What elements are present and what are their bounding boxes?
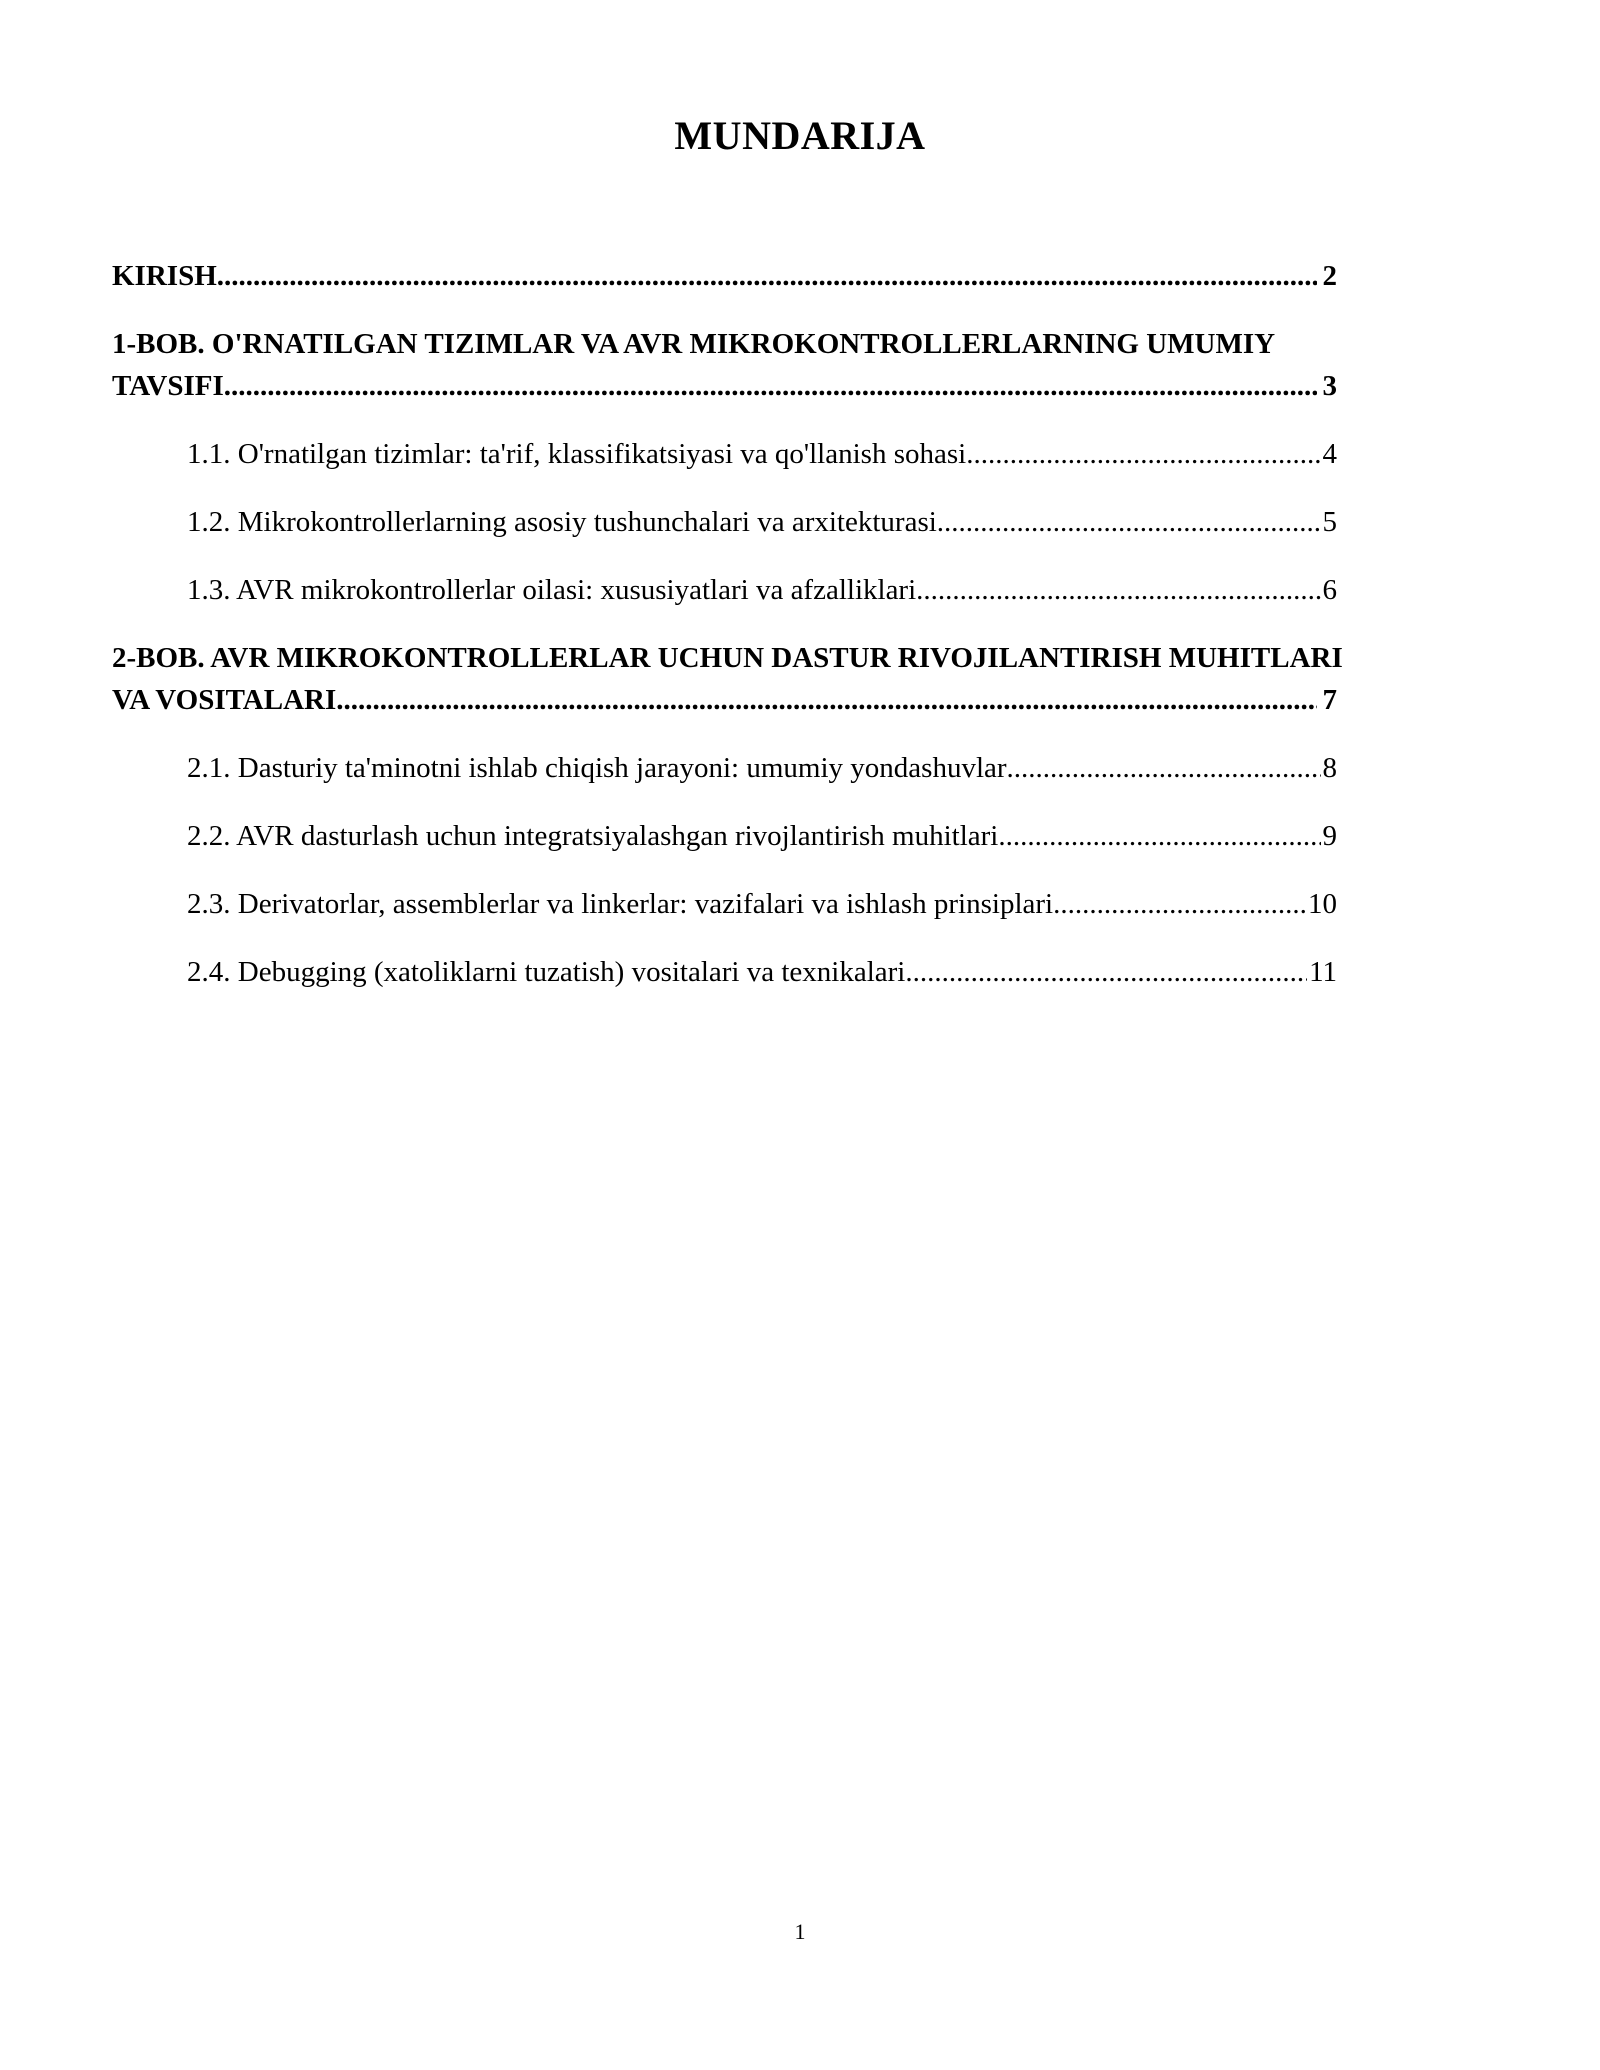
toc-entry-section-1-2[interactable] xyxy=(112,501,1492,543)
toc-page-number: 5 xyxy=(1322,506,1337,538)
toc-entry-label-line-2: VA VOSITALARI xyxy=(112,684,337,716)
toc-page-number: 4 xyxy=(1322,438,1337,470)
dot-leader xyxy=(966,433,1320,475)
toc-entry-label: 2.2. AVR dasturlash uchun integratsiyalashgan rivojlantirish muhitlari xyxy=(187,820,999,852)
dot-leader xyxy=(224,365,1317,407)
toc-entry-chapter-1[interactable] xyxy=(112,323,1492,407)
toc-entry-label: 1.3. AVR mikrokontrollerlar oilasi: xususiyatlari va afzalliklari xyxy=(187,574,917,606)
dot-leader xyxy=(905,951,1307,993)
page-title: MUNDARIJA xyxy=(674,113,926,158)
toc-entry-label-line-2: TAVSIFI xyxy=(112,370,224,402)
dot-leader xyxy=(1007,747,1321,789)
toc-page-number: 11 xyxy=(1309,956,1337,988)
dot-leader xyxy=(217,255,1317,297)
toc-entry-label-line-1: 1-BOB. O'RNATILGAN TIZIMLAR VA AVR MIKROKONTROLLERLARNING UMUMIY xyxy=(112,328,1276,360)
toc-page-number: 9 xyxy=(1322,820,1337,852)
toc-entry-section-2-3[interactable] xyxy=(112,883,1492,925)
toc-entry-line xyxy=(112,255,1337,297)
toc-entry-label: KIRISH xyxy=(112,260,217,292)
table-of-contents xyxy=(112,255,1492,1019)
toc-entry-line xyxy=(112,365,1337,407)
toc-entry-label: 2.1. Dasturiy ta'minotni ishlab chiqish jarayoni: umumiy yondashuvlar xyxy=(187,752,1007,784)
toc-entry-line xyxy=(187,433,1337,475)
toc-entry-line xyxy=(187,501,1337,543)
toc-entry-label: 1.2. Mikrokontrollerlarning asosiy tushunchalari va arxitekturasi xyxy=(187,506,937,538)
toc-entry-label-line-1: 2-BOB. AVR MIKROKONTROLLERLAR UCHUN DASTUR RIVOJILANTIRISH MUHITLARI xyxy=(112,642,1343,674)
toc-entry-line xyxy=(187,883,1337,925)
toc-entry-line xyxy=(187,747,1337,789)
dot-leader xyxy=(916,569,1320,611)
toc-entry-line xyxy=(187,569,1337,611)
toc-entry-section-2-4[interactable] xyxy=(112,951,1492,993)
toc-entry-section-2-2[interactable] xyxy=(112,815,1492,857)
toc-entry-chapter-2[interactable] xyxy=(112,637,1492,721)
toc-page-number: 8 xyxy=(1322,752,1337,784)
toc-entry-line xyxy=(187,815,1337,857)
toc-page-number: 7 xyxy=(1322,684,1337,716)
toc-entry-label: 2.4. Debugging (xatoliklarni tuzatish) vositalari va texnikalari xyxy=(187,956,906,988)
dot-leader xyxy=(937,501,1321,543)
toc-entry-label: 1.1. O'rnatilgan tizimlar: ta'rif, klassifikatsiyasi va qo'llanish sohasi xyxy=(187,438,967,470)
toc-entry-section-1-1[interactable] xyxy=(112,433,1492,475)
toc-page-number: 10 xyxy=(1308,888,1337,920)
footer-page-number: 1 xyxy=(794,1919,806,1944)
toc-entry-section-2-1[interactable] xyxy=(112,747,1492,789)
toc-entry-intro[interactable] xyxy=(112,255,1492,297)
toc-entry-label: 2.3. Derivatorlar, assemblerlar va linkerlar: vazifalari va ishlash prinsiplari xyxy=(187,888,1054,920)
toc-entry-line xyxy=(112,679,1337,721)
dot-leader xyxy=(1053,883,1306,925)
toc-page-number: 3 xyxy=(1322,370,1337,402)
toc-page-number: 6 xyxy=(1322,574,1337,606)
toc-page-number: 2 xyxy=(1322,260,1337,292)
toc-entry-line xyxy=(187,951,1337,993)
toc-entry-section-1-3[interactable] xyxy=(112,569,1492,611)
dot-leader xyxy=(336,679,1316,721)
dot-leader xyxy=(998,815,1320,857)
